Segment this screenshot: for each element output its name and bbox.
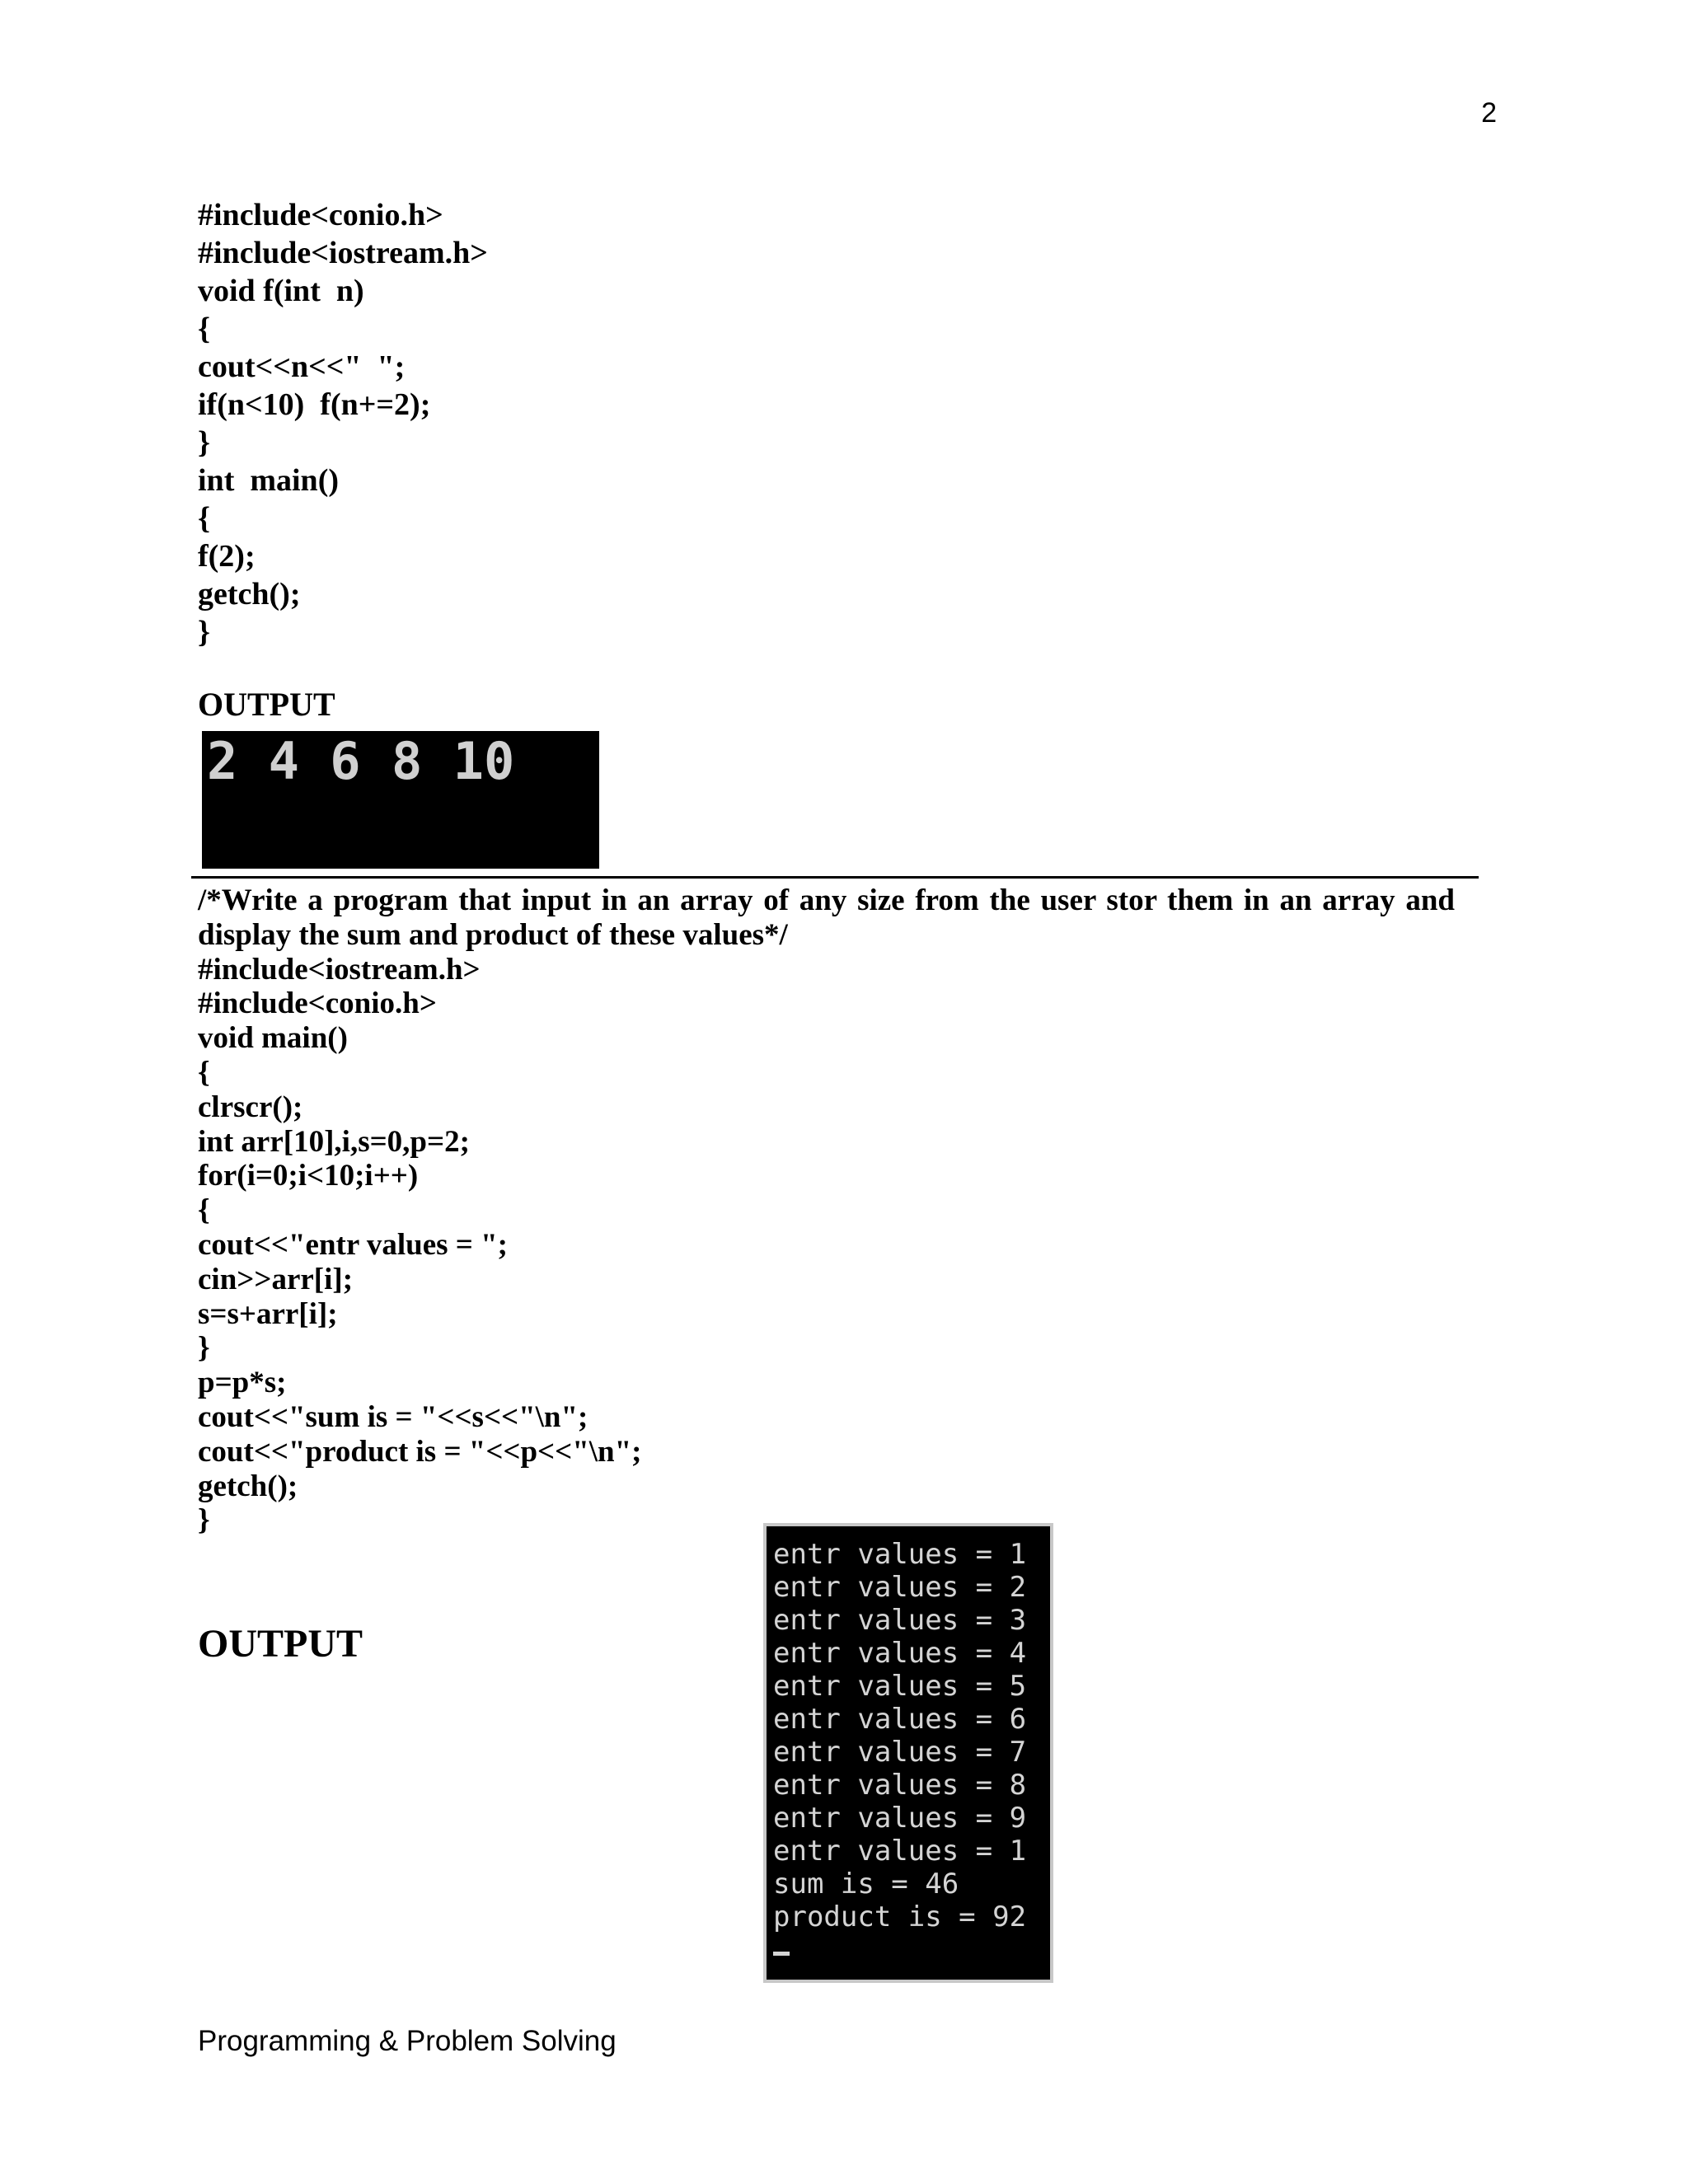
- program2-comment: /*Write a program that input in an array of any size from the user stor them in an array and display the sum and product of these values*/: [198, 883, 1455, 952]
- code-line: f(2);: [198, 539, 256, 574]
- code-line: {: [198, 312, 210, 346]
- program2-output-label: OUTPUT: [198, 1622, 363, 1666]
- code-line: p=p*s;: [198, 1366, 287, 1400]
- code-line: #include<iostream.h>: [198, 952, 481, 987]
- program1-code: [198, 196, 488, 651]
- console-line: entr values = 9: [773, 1802, 1027, 1835]
- code-line: void main(): [198, 1021, 348, 1056]
- code-line: {: [198, 1193, 210, 1228]
- code-line: cout<<n<<" ";: [198, 349, 406, 384]
- console-line: entr values = 5: [773, 1670, 1027, 1703]
- program1-output-label: OUTPUT: [198, 686, 335, 723]
- code-line: {: [198, 501, 210, 536]
- console-line: entr values = 7: [773, 1736, 1027, 1769]
- code-line: cout<<"entr values = ";: [198, 1227, 508, 1262]
- code-line: void f(int n): [198, 274, 364, 308]
- code-line: #include<iostream.h>: [198, 236, 488, 270]
- page-number: 2: [1481, 97, 1497, 129]
- console-cursor: [773, 1952, 790, 1956]
- console-line: sum is = 46: [773, 1868, 959, 1900]
- console-line: entr values = 8: [773, 1769, 1027, 1802]
- code-line: int arr[10],i,s=0,p=2;: [198, 1124, 470, 1159]
- section-divider: [191, 876, 1479, 879]
- program2-code: [198, 883, 1455, 1538]
- console-line: product is = 92: [773, 1900, 1027, 1933]
- page-footer: Programming & Problem Solving: [198, 2025, 617, 2057]
- code-line: }: [198, 615, 210, 649]
- code-line: }: [198, 425, 210, 460]
- code-line: {: [198, 1055, 210, 1090]
- program2-console-window: [763, 1523, 1053, 1983]
- code-line: #include<conio.h>: [198, 987, 437, 1021]
- code-line: for(i=0;i<10;i++): [198, 1159, 419, 1193]
- code-line: clrscr();: [198, 1090, 303, 1124]
- program1-console-output: 2 4 6 8 10: [202, 731, 599, 869]
- code-line: int main(): [198, 463, 339, 498]
- console-line: entr values = 6: [773, 1703, 1027, 1736]
- code-line: cout<<"sum is = "<<s<<"\n";: [198, 1399, 588, 1434]
- code-line: }: [198, 1503, 210, 1538]
- console-line: entr values = 1: [773, 1538, 1027, 1571]
- code-line: #include<conio.h>: [198, 198, 443, 232]
- console-line: entr values = 1: [773, 1835, 1027, 1868]
- code-line: s=s+arr[i];: [198, 1296, 338, 1331]
- console-line: entr values = 4: [773, 1637, 1027, 1670]
- code-line: cout<<"product is = "<<p<<"\n";: [198, 1434, 642, 1469]
- code-line: cin>>arr[i];: [198, 1262, 354, 1296]
- code-line: getch();: [198, 1469, 298, 1503]
- console-line: entr values = 3: [773, 1604, 1027, 1637]
- code-line: if(n<10) f(n+=2);: [198, 387, 431, 422]
- code-line: }: [198, 1331, 210, 1366]
- code-line: getch();: [198, 577, 301, 612]
- console-line: entr values = 2: [773, 1571, 1027, 1604]
